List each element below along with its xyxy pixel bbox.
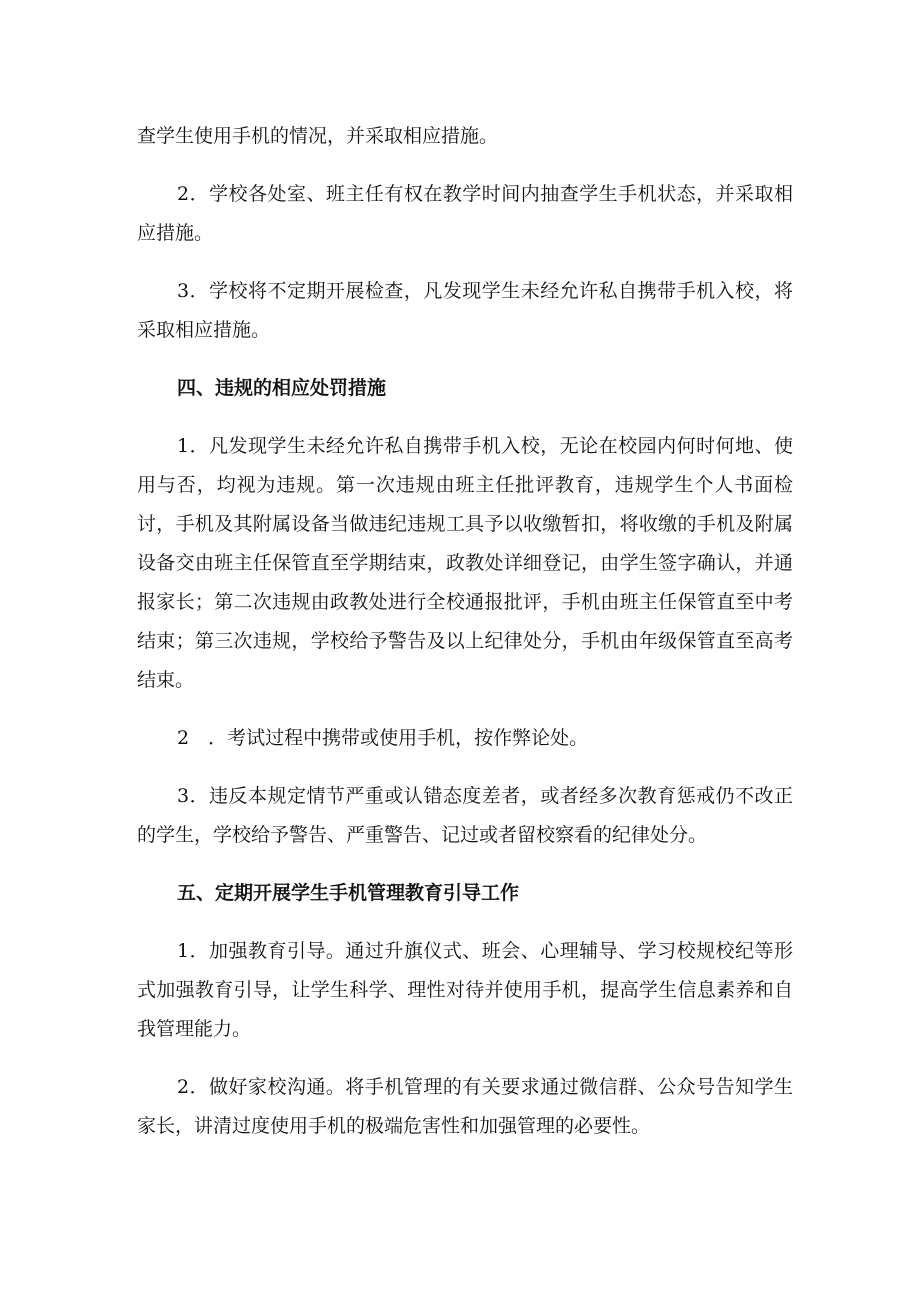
paragraph-item-3-3: 3．学校将不定期开展检查，凡发现学生未经允许私自携带手机入校，将采取相应措施。 [137,280,793,341]
paragraph-item-4-3: 3．违反本规定情节严重或认错态度差者，或者经多次教育惩戒仍不改正的学生，学校给予警告、严重警告、记过或者留校察看的纪律处分。 [137,785,793,846]
paragraph-item-3-2: 2．学校各处室、班主任有权在教学时间内抽查学生手机状态，并采取相应措施。 [137,183,793,244]
paragraph-item-4-1: 1．凡发现学生未经允许私自携带手机入校，无论在校园内何时何地、使用与否，均视为违规。第一次违规由班主任批评教育，违规学生个人书面检讨，手机及其附属设备当做违纪违规工具予以收缴暂扣，将收缴的手机及附属设备交由班主任保管直至学期结束，政教处详细登记，由学生签字确认，并通报家长；第二次违规由政教处进行全校通报批评，手机由班主任保管直至中考结束；第三次违规，学校给予警告及以上纪律处分，手机由年级保管直至高考结束。 [137,435,793,691]
paragraph-continuation: 查学生使用手机的情况，并采取相应措施。 [137,125,499,147]
paragraph-item-5-1: 1．加强教育引导。通过升旗仪式、班会、心理辅导、学习校规校纪等形式加强教育引导，让学生科学、理性对待并使用手机，提高学生信息素养和自我管理能力。 [137,940,793,1040]
paragraph-item-4-2: 2 ．考试过程中携带或使用手机，按作弊论处。 [177,727,589,749]
section-heading-5: 五、定期开展学生手机管理教育引导工作 [177,882,520,904]
paragraph-item-5-2: 2．做好家校沟通。将手机管理的有关要求通过微信群、公众号告知学生家长，讲清过度使用手机的极端危害性和加强管理的必要性。 [137,1076,793,1137]
document-page [137,117,793,1165]
section-heading-4: 四、违规的相应处罚措施 [177,377,387,399]
